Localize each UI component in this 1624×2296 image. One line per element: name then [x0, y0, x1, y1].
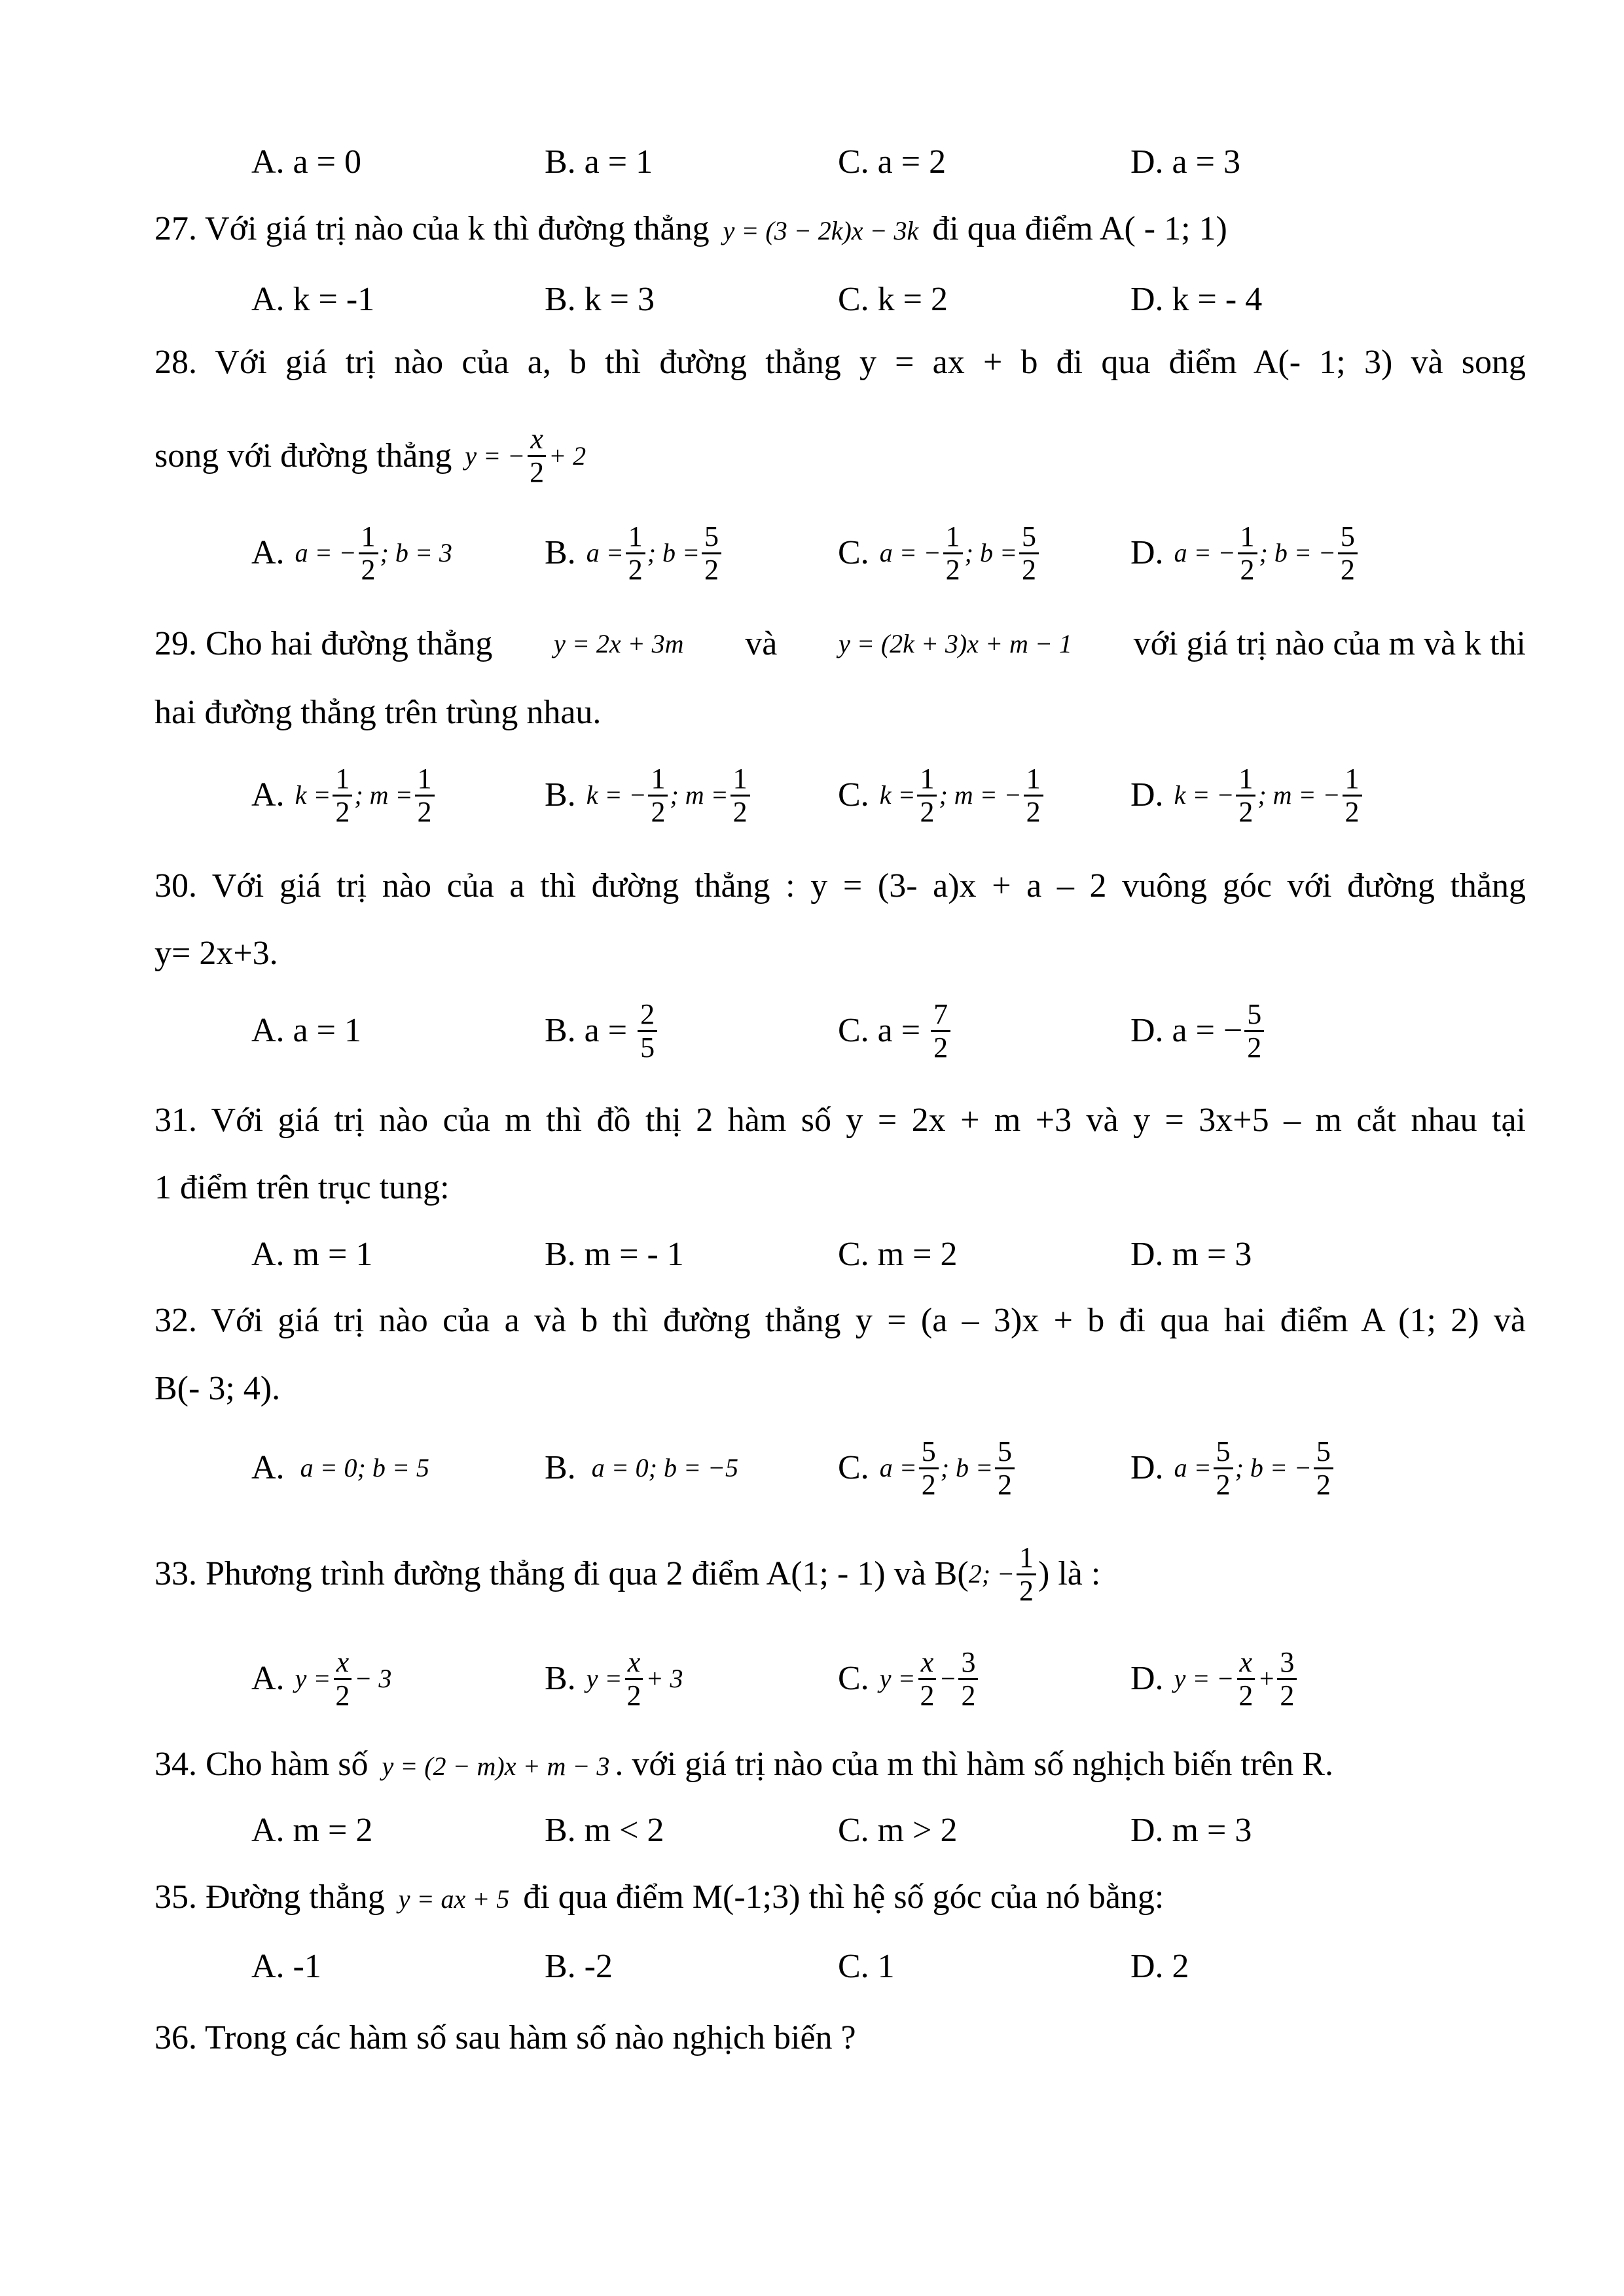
q34-option-d: D. m = 3 [1130, 1812, 1252, 1849]
q34-text-pre: 34. Cho hàm số [154, 1746, 369, 1783]
q33-question [154, 1535, 1526, 1613]
q29-option-c: C. k = $\frac{1}{2}$ ; m = − $\frac{1}{2}$ [838, 753, 1045, 838]
q28-text: song với đường thẳng [154, 437, 452, 475]
q27-text-post: đi qua điểm A( - 1; 1) [932, 210, 1227, 247]
q31-options [251, 1232, 1561, 1278]
q34-text-post: . với giá trị nào của m thì hàm số nghịch biến trên R. [615, 1746, 1333, 1783]
q32-option-d: D. a = $\frac{5}{2}$ ; b = − $\frac{5}{2}$ [1130, 1426, 1335, 1511]
q26-option-d: D. a = 3 [1130, 143, 1240, 181]
q30-options [251, 988, 1561, 1073]
q33-text-pre: 33. Phương trình đường thẳng đi qua 2 điểm A(1; - 1) và B( [154, 1555, 969, 1592]
q32-options [251, 1426, 1561, 1511]
q29-option-b: B. k = − $\frac{1}{2}$ ; m = $\frac{1}{2}$ [545, 753, 752, 838]
q35-option-b: B. -2 [545, 1948, 613, 1985]
q33-option-d: D. y = − $\frac{x}{2}$ + $\frac{3}{2}$ [1130, 1636, 1299, 1721]
q27-option-a: A. k = -1 [251, 281, 375, 318]
q33-text-post: ) là : [1038, 1555, 1101, 1592]
q31-option-d: D. m = 3 [1130, 1236, 1252, 1273]
q30-option-a: A. a = 1 [251, 1012, 361, 1049]
q30-question-line2: y= 2x+3. [154, 935, 278, 972]
q28-option-a: A. a = − $\frac{1}{2}$ ; b = 3 [251, 520, 452, 586]
q26-option-b: B. a = 1 [545, 143, 653, 181]
q27-option-d: D. k = - 4 [1130, 281, 1263, 318]
q35-options [251, 1944, 1561, 1990]
q27-text-pre: 27. Với giá trị nào của k thì đường thẳng [154, 210, 710, 247]
q27-formula: y = (3 − 2k)x − 3k [723, 216, 919, 245]
q34-option-b: B. m < 2 [545, 1812, 664, 1849]
q29-formula-2: y = (2k + 3)x + m − 1 [839, 629, 1072, 658]
q34-option-c: C. m > 2 [838, 1812, 958, 1849]
q33-option-b: B. y = $\frac{x}{2}$ + 3 [545, 1645, 683, 1712]
q33-options [251, 1636, 1561, 1721]
q29-question-line2: hai đường thẳng trên trùng nhau. [154, 694, 602, 731]
q30-option-c: C. a = $\frac{7}{2}$ [838, 988, 952, 1073]
q27-option-c: C. k = 2 [838, 281, 948, 318]
q27-option-b: B. k = 3 [545, 281, 655, 318]
q26-options [251, 139, 1561, 185]
q33-option-a: A. y = $\frac{x}{2}$ − 3 [251, 1645, 392, 1712]
q35-text-pre: 35. Đường thẳng [154, 1878, 385, 1916]
q34-formula: y = (2 − m)x + m − 3 [382, 1751, 610, 1781]
q28-formula: y = − $\frac{x}{2}$ + 2 [465, 423, 586, 488]
q29-formula-1: y = 2x + 3m [554, 629, 684, 658]
q28-option-b: B. a = $\frac{1}{2}$ ; b = $\frac{5}{2}$ [545, 511, 723, 596]
q29-text-pre: 29. Cho hai đường thẳng [154, 625, 493, 662]
q34-option-a: A. m = 2 [251, 1812, 373, 1849]
q35-text-post: đi qua điểm M(-1;3) thì hệ số góc của nó bằng: [523, 1878, 1164, 1916]
q33-point-b: 2; − $\frac{1}{2}$ [969, 1542, 1038, 1607]
q36-question: 36. Trong các hàm số sau hàm số nào nghịch biến ? [154, 2019, 856, 2056]
q35-question [154, 1876, 1526, 1920]
q28-question-line1: 28. Với giá trị nào của a, b thì đường thẳng y = ax + b đi qua điểm A(- 1; 3) và song [154, 344, 1526, 381]
q28-question-line2 [154, 423, 1526, 488]
q28-option-c: C. a = − $\frac{1}{2}$ ; b = $\frac{5}{2}$ [838, 511, 1041, 596]
q35-option-c: C. 1 [838, 1948, 895, 1985]
q32-question-line1: 32. Với giá trị nào của a và b thì đường thẳng y = (a – 3)x + b đi qua hai điểm A (1; 2) và [154, 1302, 1526, 1339]
q28-option-d: D. a = − $\frac{1}{2}$ ; b = − $\frac{5}{2}$ [1130, 511, 1360, 596]
q34-question [154, 1744, 1526, 1787]
q29-options [251, 753, 1561, 838]
q29-text-mid: và [745, 625, 778, 662]
q32-option-a: A. a = 0; b = 5 [251, 1449, 429, 1486]
q29-question-line1 [154, 623, 1526, 665]
q32-option-c: C. a = $\frac{5}{2}$ ; b = $\frac{5}{2}$ [838, 1426, 1017, 1511]
q28-options [251, 511, 1561, 596]
q30-option-b: B. a = $\frac{2}{5}$ [545, 988, 659, 1073]
q29-text-post: với giá trị nào của m và k thi [1133, 625, 1526, 662]
q29-option-a: A. k = $\frac{1}{2}$ ; m = $\frac{1}{2}$ [251, 753, 437, 838]
q30-option-d: D. a = − $\frac{5}{2}$ [1130, 988, 1266, 1073]
q34-options [251, 1808, 1561, 1854]
q29-option-d: D. k = − $\frac{1}{2}$ ; m = − $\frac{1}{2}$ [1130, 753, 1364, 838]
q31-option-b: B. m = - 1 [545, 1236, 684, 1273]
q31-question-line1: 31. Với giá trị nào của m thì đồ thị 2 hàm số y = 2x + m +3 và y = 3x+5 – m cắt nhau tại [154, 1102, 1526, 1139]
q26-option-a: A. a = 0 [251, 143, 361, 181]
q27-question [154, 208, 1526, 252]
q31-option-a: A. m = 1 [251, 1236, 373, 1273]
q33-option-c: C. y = $\frac{x}{2}$ − $\frac{3}{2}$ [838, 1636, 980, 1721]
q32-question-line2: B(- 3; 4). [154, 1370, 281, 1407]
q35-option-d: D. 2 [1130, 1948, 1189, 1985]
q27-options [251, 277, 1561, 323]
q31-question-line2: 1 điểm trên trục tung: [154, 1169, 450, 1206]
q26-option-c: C. a = 2 [838, 143, 947, 181]
q31-option-c: C. m = 2 [838, 1236, 958, 1273]
q30-question-line1: 30. Với giá trị nào của a thì đường thẳng : y = (3- a)x + a – 2 vuông góc với đường thẳng [154, 867, 1526, 905]
q35-option-a: A. -1 [251, 1948, 321, 1985]
q35-formula: y = ax + 5 [398, 1884, 510, 1914]
q32-option-b: B. a = 0; b = −5 [545, 1449, 738, 1486]
